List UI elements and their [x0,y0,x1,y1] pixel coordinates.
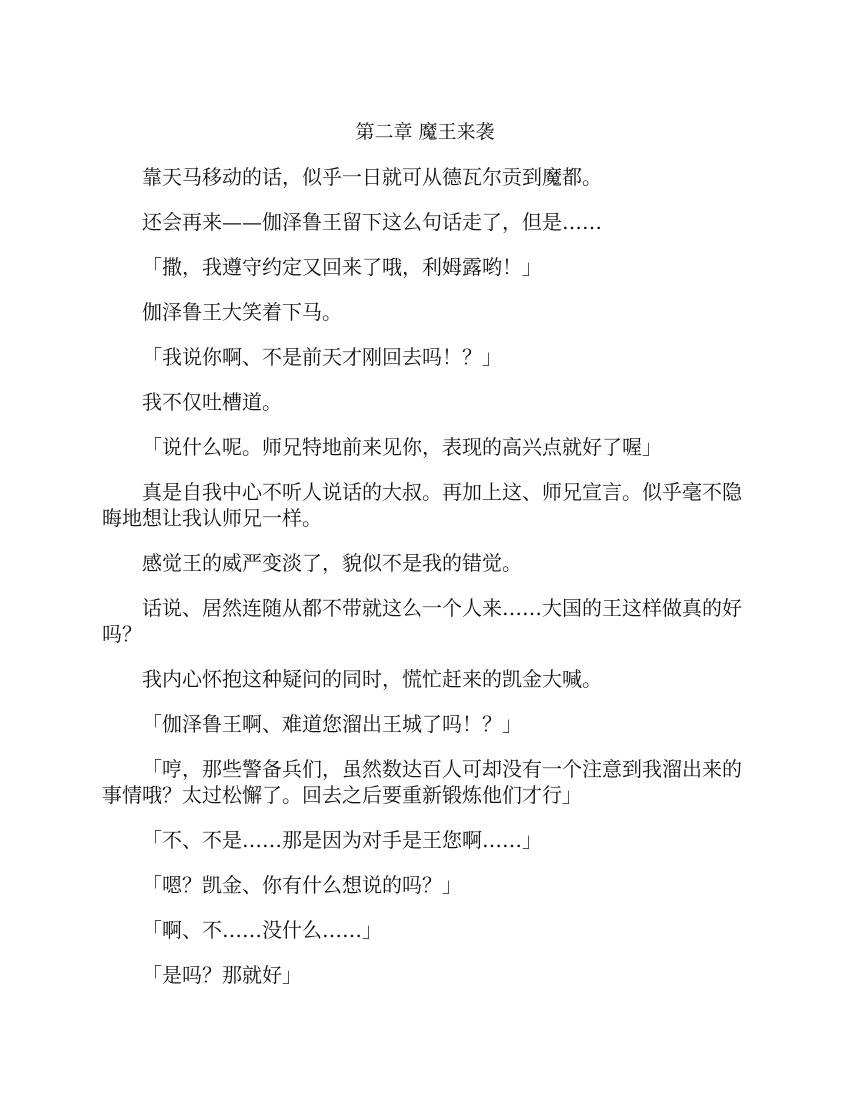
paragraph: 伽泽鲁王大笑着下马。 [142,300,342,324]
paragraph: 「啊、不……没什么……」 [142,918,382,942]
paragraph: 话说、居然连随从都不带就这么一个人来……大国的王这样做真的好吗？ [102,596,742,646]
paragraph: 「我说你啊、不是前天才刚回去吗！？」 [142,345,502,369]
document-body [102,164,744,1007]
paragraph: 「说什么呢。师兄特地前来见你，表现的高兴点就好了喔」 [142,435,662,459]
paragraph: 「嗯？凯金、你有什么想说的吗？」 [142,873,462,897]
paragraph: 感觉王的威严变淡了，貌似不是我的错觉。 [142,551,522,575]
paragraph: 我不仅吐槽道。 [142,390,282,414]
paragraph: 「哼，那些警备兵们，虽然数达百人可却没有一个注意到我溜出来的事情哦？太过松懈了。回去之后要重新锻炼他们才行」 [102,757,742,807]
paragraph: 靠天马移动的话，似乎一日就可从德瓦尔贡到魔都。 [142,165,602,189]
paragraph: 还会再来——伽泽鲁王留下这么句话走了，但是…… [142,210,602,234]
paragraph: 「撒，我遵守约定又回来了哦，利姆露哟！」 [142,255,542,279]
paragraph: 「伽泽鲁王啊、难道您溜出王城了吗！？」 [142,712,522,736]
chapter-title: 第二章 魔王来袭 [355,121,495,143]
paragraph: 「不、不是……那是因为对手是王您啊……」 [142,828,542,852]
paragraph: 「是吗？那就好」 [142,963,302,987]
paragraph: 真是自我中心不听人说话的大叔。再加上这、师兄宣言。似乎毫不隐晦地想让我认师兄一样。 [102,480,742,530]
paragraph: 我内心怀抱这种疑问的同时，慌忙赶来的凯金大喊。 [142,667,602,691]
